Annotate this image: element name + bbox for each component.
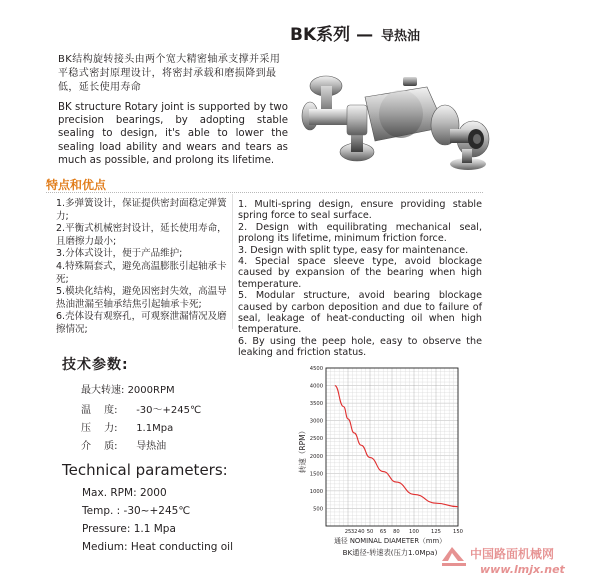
param-en-row: Temp. : -30~+245℃ — [82, 505, 191, 517]
feature-zh-item: 3.分体式设计，便于产品维护; — [56, 248, 183, 260]
chart-y-tick-label: 4000 — [309, 383, 323, 390]
param-zh-value: -30～+245℃ — [136, 405, 202, 416]
page-title — [290, 20, 420, 45]
params-zh-heading: 技术参数: — [62, 357, 129, 373]
feature-en-item: 2. Design with equilibrating mechanical seal, prolong its lifetime, minimum friction force. — [238, 221, 482, 245]
chart-y-tick-label: 1500 — [309, 471, 323, 478]
feature-en-item: 5. Modular structure, avoid bearing blockage caused by carbon deposition and due to failure of seal, leakage of heat-conducting oil when high temperature. — [238, 290, 482, 336]
param-zh-row — [81, 381, 175, 396]
param-zh-row — [81, 401, 201, 416]
feature-zh-item: 5.模块化结构，避免因密封失效，高温导热油泄漏至轴承结焦引起轴承卡死; — [56, 286, 227, 310]
chart-title: BK通径-转速表(压力1.0Mpa) — [342, 548, 438, 557]
feature-zh-item: 4.特殊隔套式，避免高温膨胀引起轴承卡死; — [56, 260, 227, 285]
chart-y-axis-label: 转速（RPM） — [298, 426, 307, 474]
chart-y-ticks — [310, 366, 323, 512]
rpm-chart — [292, 360, 467, 558]
param-zh-label: 压 力: — [81, 423, 118, 434]
chart-x-tick-label: 32 — [350, 529, 358, 535]
features-list-en — [238, 199, 482, 359]
chart-y-tick-label: 500 — [313, 506, 323, 513]
param-zh-row — [81, 437, 166, 452]
params-en-heading: Technical parameters: — [62, 461, 228, 479]
watermark-text-zh: 中国路面机械网 — [470, 547, 555, 561]
feature-zh-item: 2.平衡式机械密封设计，延长使用寿命，且磨擦力最小; — [56, 223, 227, 247]
rotary-joint-illustration — [295, 67, 495, 171]
watermark-emblem-base — [442, 563, 466, 566]
param-zh-label: 最大转速: — [81, 385, 125, 396]
chart-y-tick-label: 2000 — [309, 453, 323, 460]
chart-x-tick-label: 100 — [409, 529, 419, 535]
watermark-logo — [438, 541, 588, 577]
chart-x-tick-label: 50 — [366, 529, 374, 535]
param-zh-value: 1.1Mpa — [136, 423, 174, 434]
feature-en-item: 3. Design with split type, easy for maintenance. — [238, 244, 469, 256]
chart-x-ticks — [345, 529, 463, 535]
chart-x-tick-label: 150 — [453, 529, 463, 535]
chart-y-tick-label: 1000 — [309, 488, 323, 495]
chart-y-tick-label: 3500 — [309, 401, 323, 408]
features-divider — [46, 192, 483, 193]
feature-zh-item: 1.多弹簧设计，保证提供密封面稳定弹簧力; — [56, 198, 227, 222]
watermark-text-en: www.lmjx.net — [480, 563, 565, 576]
chart-x-tick-label: 40 — [357, 529, 365, 535]
param-zh-row — [81, 419, 173, 434]
param-en-row: Medium: Heat conducting oil — [82, 541, 233, 553]
param-zh-value: 2000RPM — [127, 385, 175, 396]
chart-x-tick-label: 125 — [431, 529, 441, 535]
param-zh-label: 温 度: — [81, 405, 118, 416]
watermark-emblem — [442, 547, 464, 561]
chart-y-tick-label: 2500 — [309, 436, 323, 443]
series-name: BK系列 — [290, 25, 351, 45]
intro-zh: BK结构旋转接头由两个宽大精密轴承支撑并采用平稳式密封原理设计，将密封承载和磨损降到最低，延长使用寿命 — [58, 54, 281, 93]
chart-y-tick-label: 3000 — [309, 418, 323, 425]
param-en-row: Pressure: 1.1 Mpa — [82, 523, 176, 535]
intro-en: BK structure Rotary joint is supported by two precision bearings, by adopting stable sealing to design, it's able to lower the sealing load ability and wears and tears as much as possible, and prolong its lifetime. — [58, 102, 288, 166]
feature-en-item: 6. By using the peep hole, easy to observe the leaking and friction status. — [238, 335, 482, 359]
chart-y-tick-label: 4500 — [309, 366, 323, 372]
chart-x-tick-label: 25 — [344, 529, 352, 535]
title-dash: — — [356, 25, 374, 45]
features-heading: 特点和优点 — [46, 178, 107, 192]
chart-x-tick-label: 80 — [393, 529, 400, 535]
series-subtitle: 导热油 — [380, 29, 420, 44]
feature-zh-item: 6.壳体设有观察孔，可观察泄漏情况及磨擦情况; — [56, 311, 227, 335]
param-zh-value: 导热油 — [136, 441, 167, 452]
chart-x-tick-label: 65 — [379, 529, 387, 535]
param-en-row: Max. RPM: 2000 — [82, 487, 167, 499]
param-zh-label: 介 质: — [81, 441, 118, 452]
chart-x-axis-label: 通径 NOMINAL DIAMETER（mm） — [334, 537, 446, 545]
chart-grid — [326, 368, 458, 526]
features-list-zh — [56, 198, 236, 337]
feature-en-item: 4. Special space sleeve type, avoid blockage caused by expansion of the bearing when high temperature. — [238, 256, 482, 290]
feature-en-item: 1. Multi-spring design, ensure providing stable spring force to seal surface. — [238, 199, 482, 222]
